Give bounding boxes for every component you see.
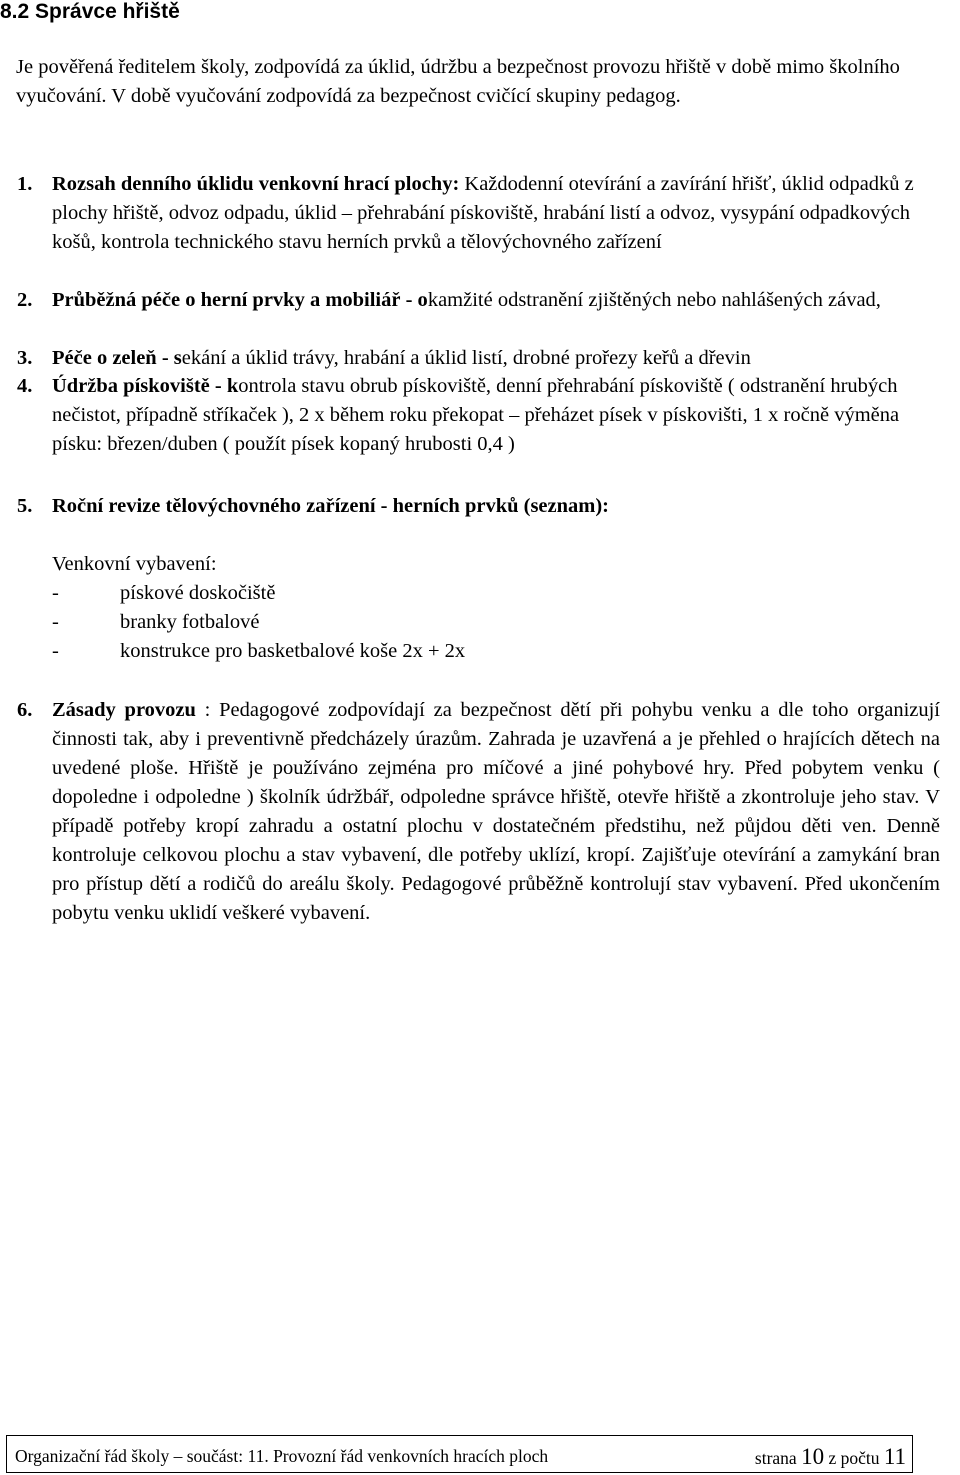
item-number: 6. xyxy=(17,699,33,721)
footer-page-total: 11 xyxy=(883,1444,906,1469)
footer-page-number: 10 xyxy=(801,1444,825,1469)
footer-strana: strana xyxy=(754,1448,797,1468)
footer-z-poctu: z počtu xyxy=(828,1448,880,1468)
item-number: 1. xyxy=(17,173,33,195)
item-title: Zásady provozu xyxy=(52,699,196,721)
list-item xyxy=(17,492,940,521)
item-title: Roční revize tělovýchovného zařízení - herních prvků (seznam): xyxy=(52,495,610,517)
equipment-label: konstrukce pro basketbalové koše 2x + 2x xyxy=(120,640,466,662)
intro-paragraph: Je pověřená ředitelem školy, zodpovídá za úklid, údržbu a bezpečnost provozu hřiště v době mimo školního vyučování. V době vyučování zodpovídá za bezpečnost cvičící skupiny pedagog. xyxy=(16,56,900,107)
equipment-item xyxy=(52,579,465,608)
bullet-dash: - xyxy=(52,640,59,662)
equipment-list xyxy=(52,579,466,666)
footer-document-title: Organizační řád školy – součást: 11. Provozní řád venkovních hracích ploch xyxy=(15,1446,549,1466)
equipment-label: pískové doskočiště xyxy=(120,582,276,604)
bullet-dash: - xyxy=(52,611,59,633)
item-text: : Pedagogové zodpovídají za bezpečnost dětí při pohybu venku a dle toho organizují činnosti tak, aby i preventivně předcházely úrazům. Zahrada je uzavřená a je přehled o hrajících dětech na uvedené ploše. Hřiště je používáno zejména pro míčové a jiné pohybové hry. Před pobytem venku ( dopoledne i odpoledne ) školník údržbář, odpoledne správce hřiště, otevře hřiště a zkontroluje jeho stav. V případě potřeby kropí zahradu a ostatní plochu v dostatečném předstihu, než půjdou děti ven. Denně kontroluje celkovou plochu a stav vybavení, dle potřeby uklízí, kropí. Zajišťuje otevírání a zamykání bran pro přístup dětí a rodičů do areálu školy. Pedagogové průběžně kontrolují stav vybavení. Před ukončením pobytu venku uklidí veškeré vybavení. xyxy=(52,699,940,924)
item-text: Každodenní otevírání a zavírání hřišť, úklid odpadků z plochy hřiště, odvoz odpadu, úklid – přehrabání pískoviště, hrabání listí a odvoz, vysypání odpadkových košů, kontrola technického stavu herních prvků a tělovýchovného zařízení xyxy=(52,173,914,253)
item-title: Rozsah denního úklidu venkovní hrací plochy: xyxy=(52,173,460,195)
item-number: 4. xyxy=(17,375,33,397)
item-title: Péče o zeleň - s xyxy=(52,347,182,369)
list-item xyxy=(17,170,940,257)
item-text: ontrola stavu obrub pískoviště, denní přehrabání pískoviště ( odstranění hrubých nečistot, případně stříkaček ), 2 x během roku překopat – přeházet písek v pískovišti, 1 x ročně výměna písku: březen/duben ( použít písek kopaný hrubosti 0,4 ) xyxy=(52,375,900,455)
page-footer xyxy=(6,1435,913,1473)
list-item xyxy=(17,344,940,373)
list-item xyxy=(17,696,940,928)
list-item xyxy=(17,286,940,315)
item-text: kamžité odstranění zjištěných nebo nahlášených závad, xyxy=(427,289,881,311)
equipment-label: branky fotbalové xyxy=(120,611,260,633)
equipment-title: Venkovní vybavení: xyxy=(52,553,217,575)
item-number: 2. xyxy=(17,289,33,311)
item-text: ekání a úklid trávy, hrabání a úklid listí, drobné prořezy keřů a dřevin xyxy=(181,347,751,369)
equipment-item xyxy=(52,637,466,666)
section-heading: 8.2 Správce hřiště xyxy=(0,0,180,23)
bullet-dash: - xyxy=(52,582,59,604)
item-title: Průběžná péče o herní prvky a mobiliář - o xyxy=(52,289,428,311)
item-title: Údržba pískoviště - k xyxy=(52,375,239,397)
item-number: 5. xyxy=(17,495,33,517)
equipment-item xyxy=(52,608,465,637)
item-number: 3. xyxy=(17,347,33,369)
list-item xyxy=(17,372,940,459)
footer-page-info xyxy=(755,1444,906,1470)
